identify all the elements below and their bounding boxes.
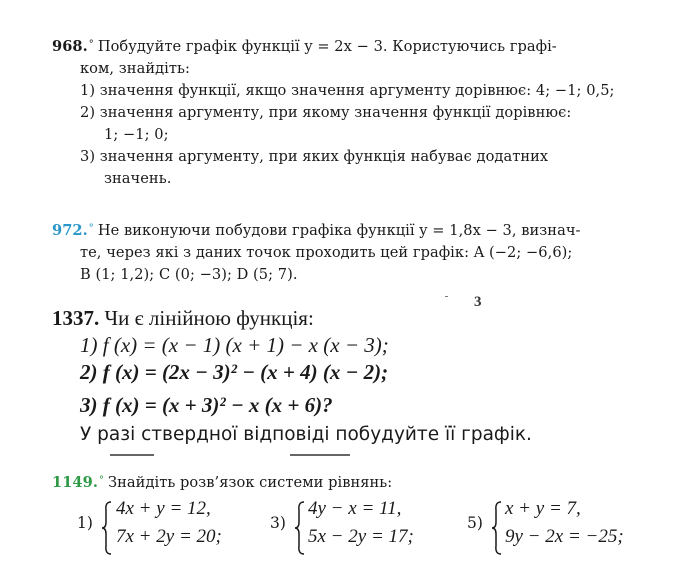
problem-968-item3a: 3) значення аргументу, при яких функція набуває додатних	[80, 148, 549, 165]
problem-1337-item1: 1) f (x) = (x − 1) (x + 1) − x (x − 3);	[80, 333, 389, 357]
problem-number: 968.	[52, 38, 88, 55]
problem-1337-item2: 2) f (x) = (2x − 3)² − (x + 4) (x − 2);	[80, 360, 389, 384]
problem-972-line2: те, через які з даних точок проходить цей графік: A (−2; −6,6);	[80, 244, 573, 261]
problem-968-item1: 1) значення функції, якщо значення аргументу дорівнює: 4; −1; 0,5;	[80, 82, 615, 99]
problem-text: Чи є лінійною функція:	[104, 306, 314, 330]
problem-text: Не виконуючи побудови графіка функції y = 1,8x − 3, визнач-	[97, 222, 581, 239]
system-eq1: x + y = 7,	[505, 498, 581, 519]
system-eq2: 9y − 2x = −25;	[505, 526, 624, 547]
problem-968-line1	[52, 38, 557, 55]
problem-number: 1149.	[52, 474, 98, 491]
degree-mark: °	[88, 39, 94, 50]
problem-1337-item3: 3) f (x) = (x + 3)² − x (x + 6)?	[80, 393, 333, 417]
system-eq2: 7x + 2y = 20;	[116, 526, 222, 547]
problem-1149-title	[52, 474, 392, 491]
problem-1337-title	[52, 306, 314, 331]
problem-968-item3b: значень.	[104, 170, 172, 187]
brace-icon	[101, 500, 113, 556]
system-label: 5)	[467, 514, 484, 532]
cropped-line-fragment	[110, 452, 530, 458]
system-eq1: 4y − x = 11,	[308, 498, 402, 519]
degree-mark: °	[98, 475, 105, 486]
problem-972-line3: B (1; 1,2); C (0; −3); D (5; 7).	[80, 266, 298, 283]
problem-1337-note: У разі ствердної відповіді побудуйте її графік.	[80, 424, 532, 445]
system-label: 3)	[270, 514, 287, 532]
problem-968-item2b: 1; −1; 0;	[104, 126, 169, 143]
degree-mark: °	[88, 223, 94, 234]
problem-number: 972.	[52, 222, 88, 239]
system-eq1: 4x + y = 12,	[116, 498, 211, 519]
problem-text: Знайдіть розв’язок системи рівнянь:	[108, 474, 393, 491]
system-label: 1)	[77, 514, 94, 532]
brace-icon	[294, 500, 306, 556]
system-eq2: 5x − 2y = 17;	[308, 526, 414, 547]
cropped-fragment: 3	[474, 294, 482, 310]
brace-icon	[491, 500, 503, 556]
crop-mark	[445, 296, 448, 297]
problem-972-line1	[52, 222, 581, 239]
problem-number: 1337.	[52, 306, 100, 330]
problem-968-item2a: 2) значення аргументу, при якому значення функції дорівнює:	[80, 104, 572, 121]
problem-968-line2: ком, знайдіть:	[80, 60, 190, 77]
problem-text: Побудуйте графік функції y = 2x − 3. Користуючись графі-	[97, 38, 557, 55]
